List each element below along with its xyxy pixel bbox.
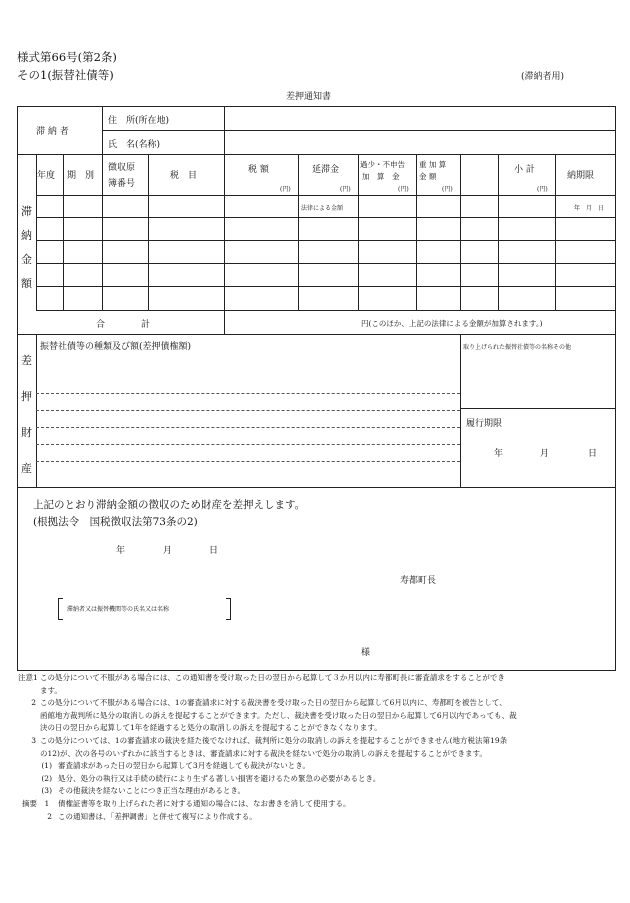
- col-ledger-2: 簿番号: [108, 179, 136, 189]
- note-line: (1) 審査請求があった日の翌日から起算して3月を経過しても裁決がないとき。: [41, 761, 310, 771]
- property-side-char-1: 差: [21, 354, 32, 367]
- amount-side-char-3: 金: [21, 253, 32, 266]
- notes-section: [18, 672, 618, 823]
- addressee-bracket-text: 滞納者又は振替機関等の氏名又は名称: [67, 606, 170, 613]
- issuer-name: 寿都町長: [400, 576, 437, 586]
- by-law-amount: 法律による金額: [301, 205, 344, 212]
- issue-month: 月: [163, 546, 173, 556]
- deadline-day: 日: [588, 449, 598, 459]
- form-number: 様式第66号(第2条): [17, 50, 117, 64]
- deadline-year: 年: [494, 449, 504, 459]
- unit-subtotal: (円): [537, 186, 548, 193]
- address-label: 住 所(所在地): [108, 116, 170, 126]
- unit-tax-amount: (円): [280, 186, 291, 193]
- unit-heavy: (円): [442, 186, 453, 193]
- col-tax-item: 税 目: [170, 171, 198, 181]
- deadline-month: 月: [540, 449, 550, 459]
- amount-side-char-2: 納: [21, 229, 32, 242]
- note-line: の12)が、次の各号のいずれかに該当するときは、審査請求に対する裁決を経ないで処分の取消しの訴えを提起することができます。: [40, 748, 487, 758]
- col-ledger-1: 徴収原: [108, 163, 136, 173]
- property-kind-label: 振替社債等の種類及び額(差押債権額): [40, 342, 192, 352]
- col-due: 納期限: [567, 171, 595, 181]
- document-title: 差押通知書: [286, 92, 332, 102]
- note-line: 2 この通知書は、「差押調書」と併せて複写により作成する。: [47, 811, 257, 821]
- col-delinquency: 延滞金: [312, 165, 340, 175]
- col-under-1: 過少・不申告: [360, 160, 405, 169]
- note-line: 3 この処分については、1の審査請求の裁決を経た後でなければ、裁判所に処分の取消しの訴えを提起することができません(地方税法第19条: [31, 735, 508, 745]
- note-line: 2 この処分について不服がある場合には、1の審査請求に対する裁決書を受け取った日の翌日から起算して6月以内に、寿都町を被告として、: [31, 698, 507, 708]
- total-label: 合 計: [96, 320, 151, 330]
- issue-year: 年: [116, 546, 126, 556]
- col-under-2: 加 算 金: [362, 172, 400, 181]
- bracket-left: [58, 598, 63, 620]
- note-line: ます。: [40, 685, 62, 695]
- col-period: 期 別: [67, 171, 95, 181]
- note-line: (2) 処分、処分の執行又は手続の続行により生ずる著しい損害を避けるため緊急の必要があるとき。: [41, 773, 381, 783]
- statement-line-1: 上記のとおり滞納金額の徴収のため財産を差押えします。: [33, 499, 306, 511]
- unit-delinquency: (円): [340, 186, 351, 193]
- property-side-char-2: 押: [21, 390, 32, 403]
- col-tax-amount: 税 額: [248, 165, 269, 175]
- honorific: 様: [361, 648, 371, 658]
- taxpayer-label: 滞 納 者: [36, 127, 69, 137]
- issue-day: 日: [209, 546, 219, 556]
- col-heavy-1: 重 加 算: [419, 160, 447, 169]
- amount-side-char-4: 額: [21, 277, 32, 290]
- note-line: 決の日の翌日から起算して1年を経過すると処分の取消しの訴えを提起することができなくなります。: [40, 723, 382, 733]
- copy-type: (滞納者用): [521, 72, 565, 82]
- property-side-char-4: 産: [21, 462, 32, 475]
- form-subnumber: その1(振替社債等): [17, 68, 114, 82]
- note-line: 摘要 1 債権証書等を取り上げられた者に対する通知の場合には、なお書きを消して使用する。: [22, 798, 351, 808]
- due-date-marks: 年 月 日: [574, 205, 605, 212]
- property-target-label: 取り上げられた振替社債等の名称その他: [463, 344, 572, 351]
- col-year: 年度: [37, 171, 56, 181]
- note-line: 注意1 この処分について不服がある場合には、この通知書を受け取った日の翌日から起算して３か月以内に寿都町長に審査請求をすることができ: [18, 673, 505, 682]
- deadline-label: 履行期限: [466, 419, 503, 429]
- bracket-right: [226, 598, 231, 620]
- col-heavy-2: 金 額: [419, 172, 437, 181]
- note-line: (3) その他裁決を経ないことにつき正当な理由があるとき。: [41, 786, 246, 796]
- col-subtotal: 小 計: [514, 165, 535, 175]
- amount-side-char-1: 滞: [21, 205, 32, 218]
- note-line: 函館地方裁判所に処分の取消しの訴えを提起することができます。ただし、裁決書を受け取った日の翌日から起算して6月以内であっても、裁: [40, 710, 517, 720]
- property-side-char-3: 財: [21, 426, 32, 439]
- total-note: 円(このほか、上記の法律による金額が加算されます。): [361, 319, 543, 328]
- statement-line-2: (根拠法令 国税徴収法第73条の2): [33, 516, 198, 528]
- unit-under: (円): [398, 186, 409, 193]
- name-label: 氏 名(名称): [108, 140, 161, 150]
